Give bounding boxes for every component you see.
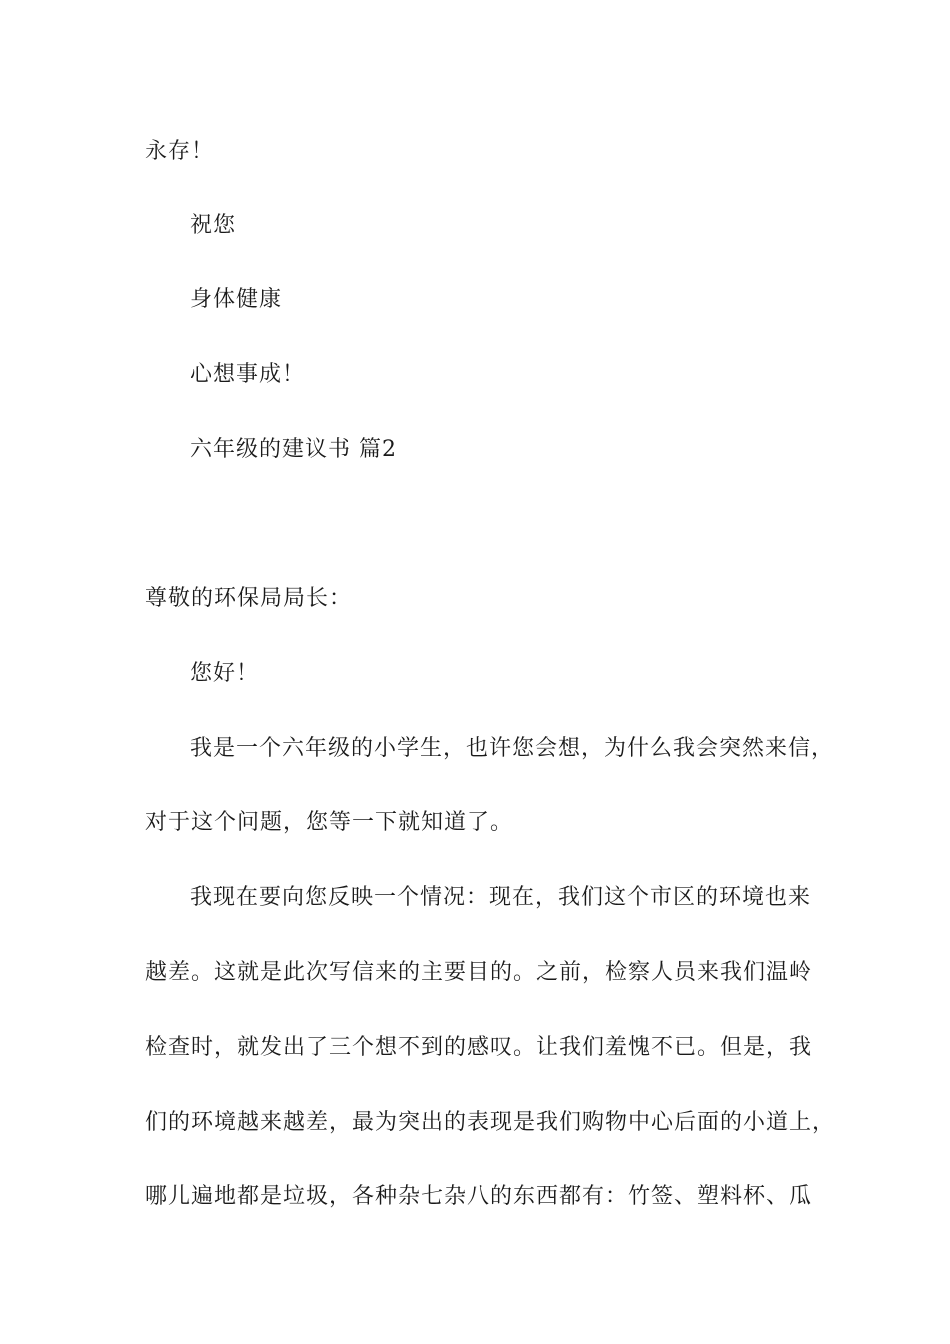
paragraph-line: 越差。这就是此次写信来的主要目的。之前，检察人员来我们温岭 [145,960,813,985]
text-line: 心想事成！ [190,362,306,387]
greeting: 您好！ [190,661,260,686]
paragraph-line: 哪儿遍地都是垃圾，各种杂七杂八的东西都有：竹签、塑料杯、瓜 [145,1184,813,1209]
section-heading: 六年级的建议书 篇2 [190,437,397,462]
paragraph-line: 我是一个六年级的小学生，也许您会想，为什么我会突然来信， [190,736,835,761]
text-line: 永存！ [145,139,215,164]
text-line: 祝您 [190,213,237,238]
paragraph-line: 我现在要向您反映一个情况：现在，我们这个市区的环境也来 [190,885,812,910]
paragraph-line: 们的环境越来越差，最为突出的表现是我们购物中心后面的小道上， [145,1110,836,1135]
text-line: 身体健康 [190,287,283,312]
salutation: 尊敬的环保局局长： [145,586,353,611]
paragraph-line: 对于这个问题，您等一下就知道了。 [145,810,514,835]
paragraph-line: 检查时，就发出了三个想不到的感叹。让我们羞愧不已。但是，我 [145,1035,813,1060]
